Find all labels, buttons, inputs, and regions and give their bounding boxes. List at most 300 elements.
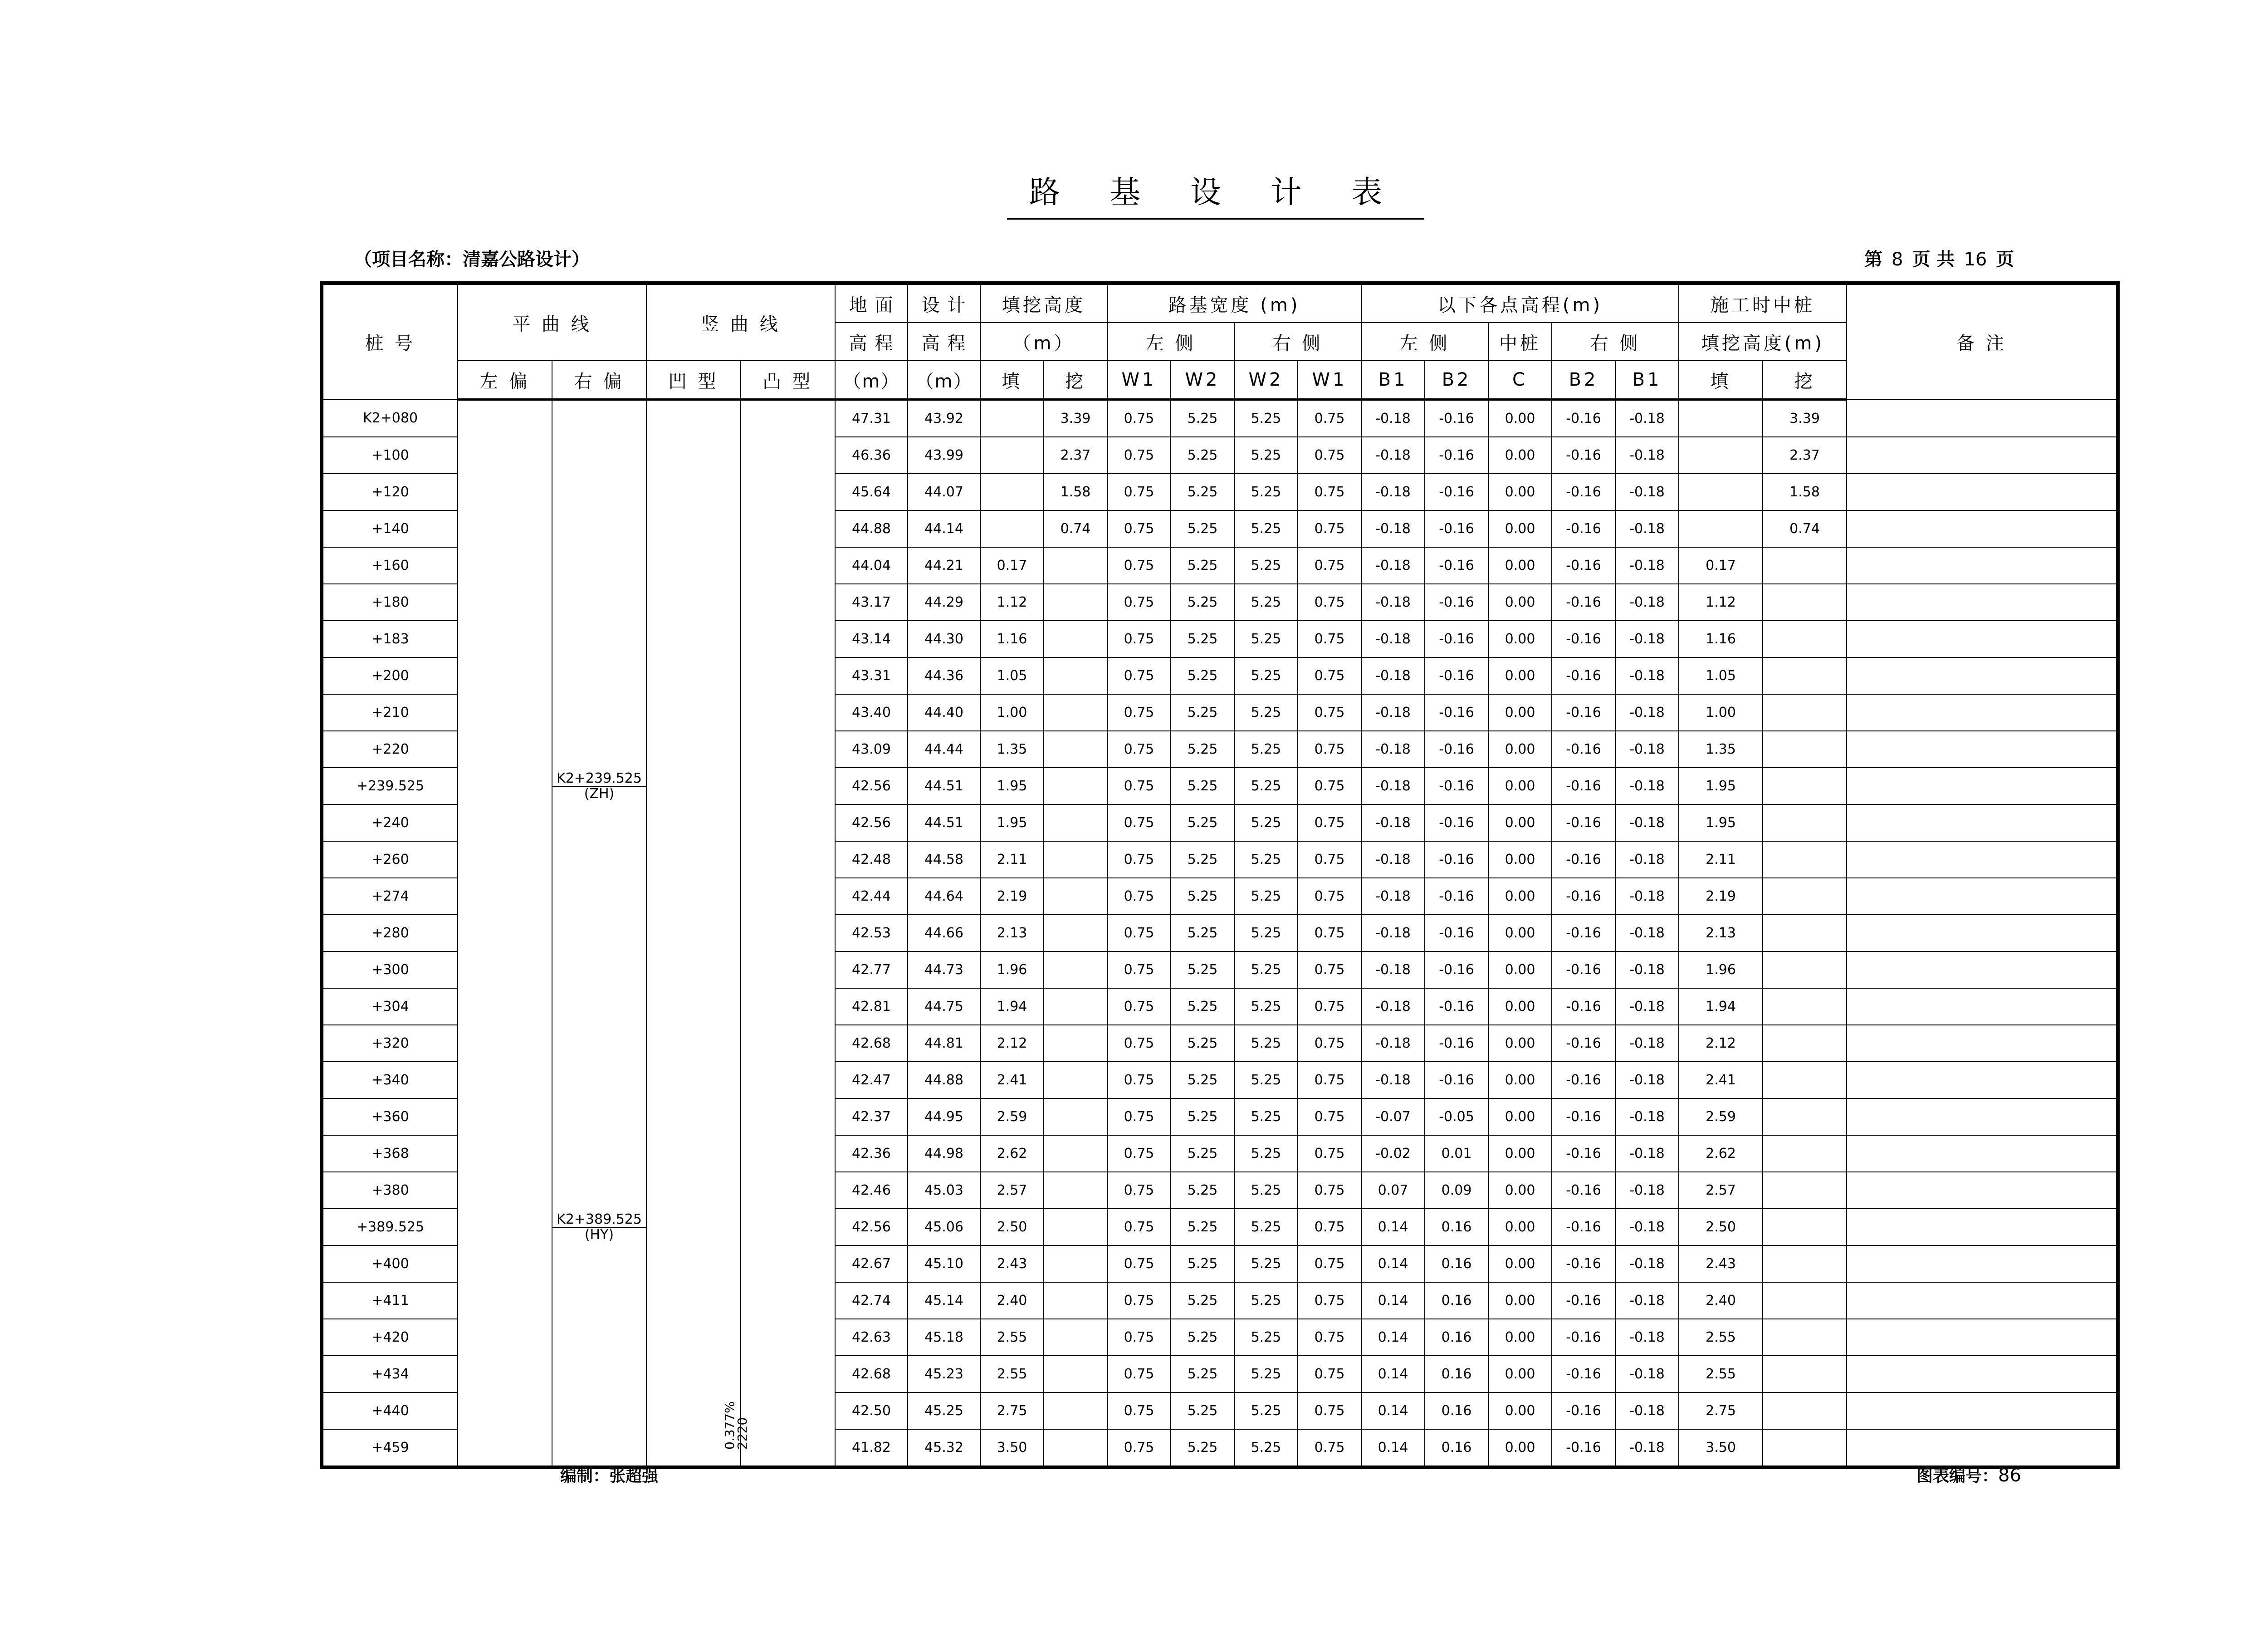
cell-cfill: 1.94 bbox=[1679, 988, 1763, 1025]
cell-wr2: 5.25 bbox=[1234, 584, 1298, 621]
cell-wr1: 0.75 bbox=[1298, 1429, 1361, 1467]
table-row bbox=[322, 878, 2118, 915]
cell-wl1: 0.75 bbox=[1107, 1062, 1171, 1098]
cell-ccut: 2.37 bbox=[1763, 437, 1847, 474]
cell-remarks bbox=[1847, 804, 2118, 841]
cell-fill: 1.16 bbox=[980, 621, 1044, 657]
col-w2-right: W2 bbox=[1234, 361, 1298, 400]
cell-wl2: 5.25 bbox=[1171, 731, 1234, 768]
cell-b1r: -0.18 bbox=[1615, 1135, 1679, 1172]
cell-wr2: 5.25 bbox=[1234, 1098, 1298, 1135]
cell-ground: 42.56 bbox=[835, 804, 908, 841]
cell-b1r: -0.18 bbox=[1615, 1429, 1679, 1467]
cell-plane-left bbox=[458, 1209, 552, 1245]
cell-plane-left bbox=[458, 694, 552, 731]
cell-b2r: -0.16 bbox=[1552, 731, 1615, 768]
cell-plane-left bbox=[458, 878, 552, 915]
cell-cfill: 2.40 bbox=[1679, 1282, 1763, 1319]
cell-plane-left bbox=[458, 1429, 552, 1467]
cell-plane-right bbox=[552, 547, 646, 584]
col-vert-concave: 凹 型 bbox=[646, 361, 741, 400]
cell-plane-right bbox=[552, 878, 646, 915]
cell-wl2: 5.25 bbox=[1171, 841, 1234, 878]
cell-cfill: 2.55 bbox=[1679, 1319, 1763, 1356]
cell-plane-right bbox=[552, 1319, 646, 1356]
cell-c: 0.00 bbox=[1488, 1245, 1552, 1282]
cell-b1l: -0.02 bbox=[1361, 1135, 1425, 1172]
cell-ground: 42.68 bbox=[835, 1025, 908, 1062]
cell-design: 45.06 bbox=[908, 1209, 980, 1245]
cell-ccut bbox=[1763, 1429, 1847, 1467]
cell-cut bbox=[1044, 1356, 1107, 1392]
cell-ccut bbox=[1763, 1209, 1847, 1245]
cell-b1r: -0.18 bbox=[1615, 731, 1679, 768]
vertical-curve-grade: 0.377% bbox=[722, 1401, 737, 1450]
cell-station: +100 bbox=[322, 437, 458, 474]
cell-ground: 42.67 bbox=[835, 1245, 908, 1282]
table-row bbox=[322, 1356, 2118, 1392]
cell-cfill: 0.17 bbox=[1679, 547, 1763, 584]
cell-remarks bbox=[1847, 915, 2118, 951]
cell-wr1: 0.75 bbox=[1298, 951, 1361, 988]
col-points-left: 左 侧 bbox=[1361, 323, 1488, 361]
page-current: 8 bbox=[1892, 249, 1903, 270]
cell-wr1: 0.75 bbox=[1298, 841, 1361, 878]
table-row bbox=[322, 1319, 2118, 1356]
col-b2-right: B2 bbox=[1552, 361, 1615, 400]
cell-wr2: 5.25 bbox=[1234, 1429, 1298, 1467]
cell-b1r: -0.18 bbox=[1615, 1062, 1679, 1098]
cell-plane-left bbox=[458, 1356, 552, 1392]
cell-b2l: -0.16 bbox=[1425, 657, 1488, 694]
cell-design: 43.92 bbox=[908, 400, 980, 437]
cell-station: +340 bbox=[322, 1062, 458, 1098]
cell-wr2: 5.25 bbox=[1234, 1025, 1298, 1062]
col-b2-left: B2 bbox=[1425, 361, 1488, 400]
cell-wl2: 5.25 bbox=[1171, 804, 1234, 841]
cell-wl2: 5.25 bbox=[1171, 988, 1234, 1025]
cell-wr1: 0.75 bbox=[1298, 694, 1361, 731]
cell-design: 45.23 bbox=[908, 1356, 980, 1392]
cell-vert-concave bbox=[646, 1209, 741, 1245]
cell-wr1: 0.75 bbox=[1298, 1209, 1361, 1245]
cell-wr2: 5.25 bbox=[1234, 731, 1298, 768]
cell-wl1: 0.75 bbox=[1107, 584, 1171, 621]
cell-vert-concave bbox=[646, 400, 741, 437]
cell-b2l: 0.01 bbox=[1425, 1135, 1488, 1172]
cell-station: +320 bbox=[322, 1025, 458, 1062]
cell-vert-convex bbox=[741, 1135, 835, 1172]
vertical-curve-note bbox=[723, 1395, 751, 1450]
cell-b1l: 0.07 bbox=[1361, 1172, 1425, 1209]
cell-vert-convex bbox=[741, 510, 835, 547]
cell-station: +220 bbox=[322, 731, 458, 768]
cell-wl1: 0.75 bbox=[1107, 1356, 1171, 1392]
curve-point-station: K2+389.525 bbox=[552, 1212, 646, 1228]
col-vert-convex: 凸 型 bbox=[741, 361, 835, 400]
cell-plane-right bbox=[552, 988, 646, 1025]
cell-c: 0.00 bbox=[1488, 1209, 1552, 1245]
cell-vert-concave bbox=[646, 1025, 741, 1062]
cell-design: 45.14 bbox=[908, 1282, 980, 1319]
cell-c: 0.00 bbox=[1488, 768, 1552, 804]
cell-ccut bbox=[1763, 878, 1847, 915]
cell-design: 44.64 bbox=[908, 878, 980, 915]
cell-b1l: -0.18 bbox=[1361, 1025, 1425, 1062]
cell-fill: 2.57 bbox=[980, 1172, 1044, 1209]
cell-design: 44.21 bbox=[908, 547, 980, 584]
table-row bbox=[322, 1098, 2118, 1135]
cell-ccut bbox=[1763, 1098, 1847, 1135]
cell-b2r: -0.16 bbox=[1552, 1025, 1615, 1062]
cell-c: 0.00 bbox=[1488, 878, 1552, 915]
cell-b1l: -0.18 bbox=[1361, 988, 1425, 1025]
cell-ccut bbox=[1763, 915, 1847, 951]
col-ground-elev-2: 高 程 bbox=[835, 323, 908, 361]
cell-wr2: 5.25 bbox=[1234, 804, 1298, 841]
cell-b1l: -0.18 bbox=[1361, 584, 1425, 621]
cell-b2l: -0.16 bbox=[1425, 768, 1488, 804]
cell-cut bbox=[1044, 915, 1107, 951]
col-ground-elev-1: 地 面 bbox=[835, 283, 908, 323]
cell-wl1: 0.75 bbox=[1107, 1209, 1171, 1245]
page-suffix: 页 bbox=[1996, 249, 2014, 270]
cell-vert-concave bbox=[646, 657, 741, 694]
cell-vert-concave bbox=[646, 1319, 741, 1356]
cell-fill: 2.41 bbox=[980, 1062, 1044, 1098]
cell-ccut bbox=[1763, 621, 1847, 657]
cell-ccut bbox=[1763, 1025, 1847, 1062]
table-row bbox=[322, 1062, 2118, 1098]
cell-fill: 2.43 bbox=[980, 1245, 1044, 1282]
cell-b2r: -0.16 bbox=[1552, 400, 1615, 437]
cell-cfill bbox=[1679, 510, 1763, 547]
cell-cut bbox=[1044, 988, 1107, 1025]
table-row bbox=[322, 731, 2118, 768]
cell-ground: 42.81 bbox=[835, 988, 908, 1025]
col-plane-left: 左 偏 bbox=[458, 361, 552, 400]
cell-wl2: 5.25 bbox=[1171, 547, 1234, 584]
editor-label: 编制：张超强 bbox=[560, 1467, 659, 1485]
cell-plane-left bbox=[458, 768, 552, 804]
cell-plane-left bbox=[458, 1135, 552, 1172]
cell-design: 44.88 bbox=[908, 1062, 980, 1098]
cell-design: 44.51 bbox=[908, 804, 980, 841]
col-plane-right: 右 偏 bbox=[552, 361, 646, 400]
cell-wr2: 5.25 bbox=[1234, 1172, 1298, 1209]
cell-ccut bbox=[1763, 1319, 1847, 1356]
cell-c: 0.00 bbox=[1488, 1135, 1552, 1172]
col-width: 路基宽度 (m) bbox=[1107, 283, 1361, 323]
cell-cut bbox=[1044, 1172, 1107, 1209]
cell-fill bbox=[980, 510, 1044, 547]
col-design-elev-3: （m） bbox=[908, 361, 980, 400]
cell-wr1: 0.75 bbox=[1298, 1245, 1361, 1282]
cell-b1l: 0.14 bbox=[1361, 1429, 1425, 1467]
cell-plane-right bbox=[552, 804, 646, 841]
cell-b2l: -0.16 bbox=[1425, 1025, 1488, 1062]
cell-station: +210 bbox=[322, 694, 458, 731]
cell-ccut bbox=[1763, 804, 1847, 841]
cell-vert-convex bbox=[741, 878, 835, 915]
cell-ground: 42.53 bbox=[835, 915, 908, 951]
cell-b2r: -0.16 bbox=[1552, 1319, 1615, 1356]
cell-b2l: -0.16 bbox=[1425, 621, 1488, 657]
cell-wr2: 5.25 bbox=[1234, 1209, 1298, 1245]
cell-wl2: 5.25 bbox=[1171, 694, 1234, 731]
cell-wl1: 0.75 bbox=[1107, 1282, 1171, 1319]
cell-b2l: -0.16 bbox=[1425, 915, 1488, 951]
cell-remarks bbox=[1847, 510, 2118, 547]
table-row bbox=[322, 584, 2118, 621]
cell-wl2: 5.25 bbox=[1171, 1429, 1234, 1467]
cell-station: +380 bbox=[322, 1172, 458, 1209]
cell-ccut bbox=[1763, 1172, 1847, 1209]
cell-plane-left bbox=[458, 804, 552, 841]
cell-cut bbox=[1044, 657, 1107, 694]
cell-c: 0.00 bbox=[1488, 510, 1552, 547]
chart-number-value: 86 bbox=[1998, 1465, 2021, 1486]
cell-b1r: -0.18 bbox=[1615, 584, 1679, 621]
cell-b2r: -0.16 bbox=[1552, 437, 1615, 474]
cell-ccut bbox=[1763, 731, 1847, 768]
col-points-right: 右 侧 bbox=[1552, 323, 1679, 361]
cell-vert-concave bbox=[646, 437, 741, 474]
col-construct-cut: 挖 bbox=[1763, 361, 1847, 400]
cell-ground: 42.50 bbox=[835, 1392, 908, 1429]
cell-b1l: -0.18 bbox=[1361, 731, 1425, 768]
table-row bbox=[322, 915, 2118, 951]
cell-vert-convex bbox=[741, 804, 835, 841]
cell-b2l: -0.16 bbox=[1425, 584, 1488, 621]
cell-station: +260 bbox=[322, 841, 458, 878]
vertical-curve-radius: 2220 bbox=[735, 1417, 750, 1450]
cell-vert-concave bbox=[646, 584, 741, 621]
cell-wl1: 0.75 bbox=[1107, 841, 1171, 878]
curve-point-type: (ZH) bbox=[584, 785, 615, 802]
cell-vert-convex bbox=[741, 731, 835, 768]
cell-cut bbox=[1044, 1392, 1107, 1429]
col-b1-right: B1 bbox=[1615, 361, 1679, 400]
cell-b2r: -0.16 bbox=[1552, 1245, 1615, 1282]
cell-station: K2+080 bbox=[322, 400, 458, 437]
cell-design: 45.10 bbox=[908, 1245, 980, 1282]
cell-cfill: 1.00 bbox=[1679, 694, 1763, 731]
cell-plane-right bbox=[552, 1098, 646, 1135]
cell-ccut bbox=[1763, 841, 1847, 878]
cell-b2l: -0.16 bbox=[1425, 400, 1488, 437]
table-row bbox=[322, 694, 2118, 731]
table-row bbox=[322, 400, 2118, 437]
cell-remarks bbox=[1847, 1245, 2118, 1282]
cell-wl2: 5.25 bbox=[1171, 437, 1234, 474]
cell-c: 0.00 bbox=[1488, 1392, 1552, 1429]
cell-vert-convex bbox=[741, 951, 835, 988]
project-name: （项目名称：清嘉公路设计） bbox=[354, 249, 590, 270]
cell-cut bbox=[1044, 878, 1107, 915]
cell-vert-concave bbox=[646, 1282, 741, 1319]
cell-b2r: -0.16 bbox=[1552, 1172, 1615, 1209]
cell-ground: 43.17 bbox=[835, 584, 908, 621]
col-b1-left: B1 bbox=[1361, 361, 1425, 400]
cell-b2l: -0.16 bbox=[1425, 841, 1488, 878]
cell-b2l: 0.16 bbox=[1425, 1429, 1488, 1467]
cell-vert-convex bbox=[741, 1172, 835, 1209]
table-row bbox=[322, 1429, 2118, 1467]
cell-wr1: 0.75 bbox=[1298, 768, 1361, 804]
cell-ground: 42.36 bbox=[835, 1135, 908, 1172]
header-row-1 bbox=[322, 283, 2118, 323]
cell-cut bbox=[1044, 1135, 1107, 1172]
cell-wr1: 0.75 bbox=[1298, 1135, 1361, 1172]
cell-vert-concave bbox=[646, 1245, 741, 1282]
cell-fill: 2.62 bbox=[980, 1135, 1044, 1172]
cell-c: 0.00 bbox=[1488, 841, 1552, 878]
col-ground-elev-3: （m） bbox=[835, 361, 908, 400]
cell-ground: 42.77 bbox=[835, 951, 908, 988]
cell-ground: 42.56 bbox=[835, 768, 908, 804]
cell-b2r: -0.16 bbox=[1552, 1098, 1615, 1135]
cell-vert-concave bbox=[646, 731, 741, 768]
cell-vert-concave bbox=[646, 621, 741, 657]
cell-remarks bbox=[1847, 437, 2118, 474]
cell-cfill: 2.41 bbox=[1679, 1062, 1763, 1098]
cell-cut: 1.58 bbox=[1044, 474, 1107, 510]
cell-vert-convex bbox=[741, 1025, 835, 1062]
table-row bbox=[322, 510, 2118, 547]
cell-ground: 42.63 bbox=[835, 1319, 908, 1356]
cell-cfill: 2.55 bbox=[1679, 1356, 1763, 1392]
cell-b2r: -0.16 bbox=[1552, 1429, 1615, 1467]
cell-wr2: 5.25 bbox=[1234, 1392, 1298, 1429]
col-points-elev: 以下各点高程(m) bbox=[1361, 283, 1679, 323]
cell-plane-left bbox=[458, 1025, 552, 1062]
cell-plane-right bbox=[552, 474, 646, 510]
cell-wr2: 5.25 bbox=[1234, 400, 1298, 437]
cell-cut: 2.37 bbox=[1044, 437, 1107, 474]
col-c: C bbox=[1488, 361, 1552, 400]
cell-ccut: 0.74 bbox=[1763, 510, 1847, 547]
cell-wl1: 0.75 bbox=[1107, 731, 1171, 768]
cell-b2r: -0.16 bbox=[1552, 1135, 1615, 1172]
cell-remarks bbox=[1847, 951, 2118, 988]
cell-fill: 1.95 bbox=[980, 804, 1044, 841]
cell-vert-convex bbox=[741, 1356, 835, 1392]
cell-remarks bbox=[1847, 1025, 2118, 1062]
cell-fill: 1.35 bbox=[980, 731, 1044, 768]
cell-wr1: 0.75 bbox=[1298, 400, 1361, 437]
cell-b2l: -0.16 bbox=[1425, 988, 1488, 1025]
cell-wl1: 0.75 bbox=[1107, 400, 1171, 437]
cell-b1l: -0.18 bbox=[1361, 1062, 1425, 1098]
cell-b1r: -0.18 bbox=[1615, 1172, 1679, 1209]
cell-ccut: 1.58 bbox=[1763, 474, 1847, 510]
cell-remarks bbox=[1847, 584, 2118, 621]
cell-fill: 1.12 bbox=[980, 584, 1044, 621]
cell-cfill: 2.75 bbox=[1679, 1392, 1763, 1429]
cell-fill bbox=[980, 400, 1044, 437]
cell-cfill: 2.13 bbox=[1679, 915, 1763, 951]
cell-remarks bbox=[1847, 1209, 2118, 1245]
cell-c: 0.00 bbox=[1488, 1098, 1552, 1135]
cell-vert-convex bbox=[741, 1098, 835, 1135]
cell-ground: 43.40 bbox=[835, 694, 908, 731]
cell-b2r: -0.16 bbox=[1552, 1356, 1615, 1392]
cell-b2l: -0.16 bbox=[1425, 1062, 1488, 1098]
cell-b2r: -0.16 bbox=[1552, 694, 1615, 731]
cell-plane-right bbox=[552, 1282, 646, 1319]
cell-b1l: -0.18 bbox=[1361, 878, 1425, 915]
cell-station: +240 bbox=[322, 804, 458, 841]
cell-b2r: -0.16 bbox=[1552, 657, 1615, 694]
col-station: 桩 号 bbox=[322, 283, 458, 400]
cell-b1l: 0.14 bbox=[1361, 1319, 1425, 1356]
cell-wr2: 5.25 bbox=[1234, 547, 1298, 584]
cell-cut bbox=[1044, 1209, 1107, 1245]
table-row bbox=[322, 841, 2118, 878]
cell-wr2: 5.25 bbox=[1234, 1282, 1298, 1319]
cell-vert-convex bbox=[741, 437, 835, 474]
cell-station: +120 bbox=[322, 474, 458, 510]
cell-cfill: 1.12 bbox=[1679, 584, 1763, 621]
cell-cfill: 2.59 bbox=[1679, 1098, 1763, 1135]
cell-plane-left bbox=[458, 915, 552, 951]
cell-fill: 1.05 bbox=[980, 657, 1044, 694]
cell-design: 44.95 bbox=[908, 1098, 980, 1135]
cell-vert-concave bbox=[646, 694, 741, 731]
cell-vert-concave bbox=[646, 1356, 741, 1392]
cell-plane-right bbox=[552, 1245, 646, 1282]
cell-b1l: -0.18 bbox=[1361, 400, 1425, 437]
cell-design: 45.03 bbox=[908, 1172, 980, 1209]
cell-wl2: 5.25 bbox=[1171, 474, 1234, 510]
cell-fill: 2.11 bbox=[980, 841, 1044, 878]
cell-plane-left bbox=[458, 988, 552, 1025]
cell-plane-right bbox=[552, 584, 646, 621]
cell-cut bbox=[1044, 1429, 1107, 1467]
cell-wr1: 0.75 bbox=[1298, 1062, 1361, 1098]
cell-plane-left bbox=[458, 510, 552, 547]
cell-c: 0.00 bbox=[1488, 1282, 1552, 1319]
cell-wl2: 5.25 bbox=[1171, 1172, 1234, 1209]
cell-vert-concave bbox=[646, 841, 741, 878]
cell-vert-concave bbox=[646, 547, 741, 584]
cell-wr2: 5.25 bbox=[1234, 474, 1298, 510]
cell-ccut: 3.39 bbox=[1763, 400, 1847, 437]
cell-cfill: 2.57 bbox=[1679, 1172, 1763, 1209]
table-row bbox=[322, 474, 2118, 510]
page-title: 路 基 设 计 表 bbox=[1029, 175, 1403, 211]
page-prefix: 第 bbox=[1864, 249, 1882, 270]
cell-b1r: -0.18 bbox=[1615, 400, 1679, 437]
cell-plane-right bbox=[552, 1392, 646, 1429]
cell-wl1: 0.75 bbox=[1107, 621, 1171, 657]
cell-cfill: 1.96 bbox=[1679, 951, 1763, 988]
cell-b2r: -0.16 bbox=[1552, 768, 1615, 804]
cell-cut bbox=[1044, 584, 1107, 621]
col-w1-right: W1 bbox=[1298, 361, 1361, 400]
cell-wl1: 0.75 bbox=[1107, 694, 1171, 731]
cell-b1l: -0.18 bbox=[1361, 437, 1425, 474]
cell-vert-convex bbox=[741, 657, 835, 694]
cell-wl1: 0.75 bbox=[1107, 1135, 1171, 1172]
cell-fill: 1.96 bbox=[980, 951, 1044, 988]
cell-wr1: 0.75 bbox=[1298, 437, 1361, 474]
cell-vert-convex bbox=[741, 621, 835, 657]
cell-cut bbox=[1044, 804, 1107, 841]
cell-b2r: -0.16 bbox=[1552, 474, 1615, 510]
cell-wr2: 5.25 bbox=[1234, 951, 1298, 988]
